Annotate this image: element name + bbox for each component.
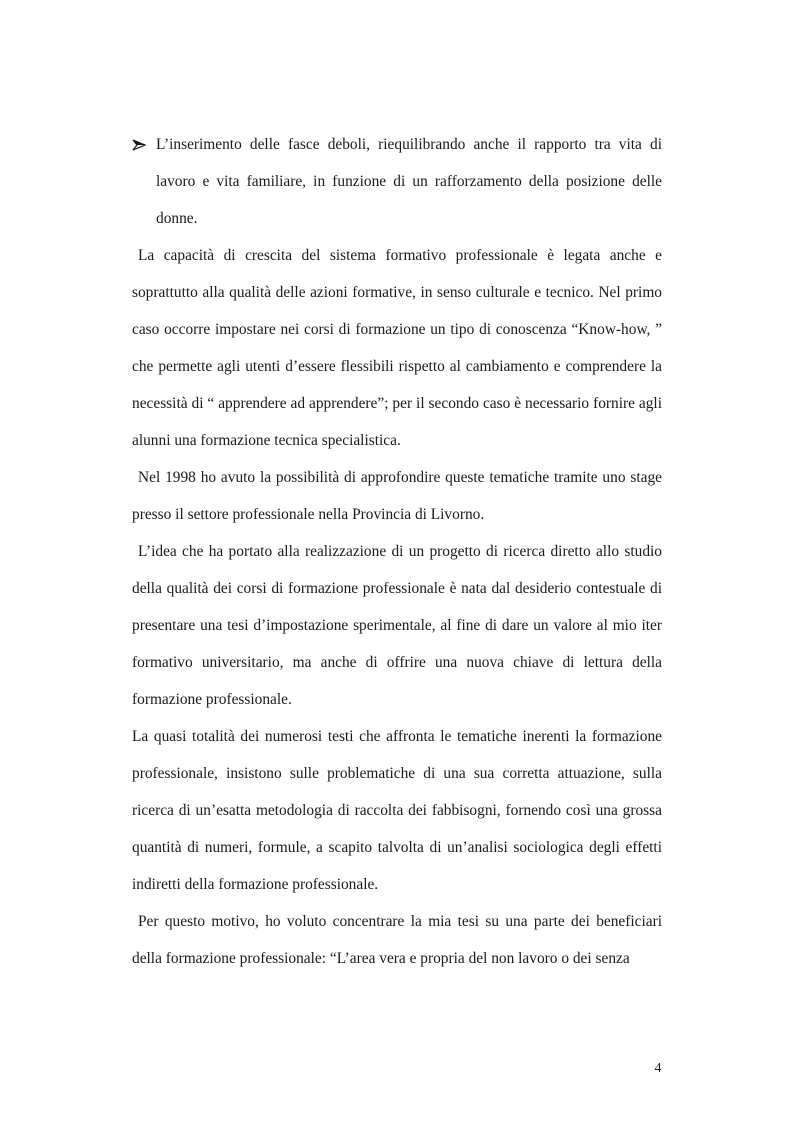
paragraph-stage-1998: Nel 1998 ho avuto la possibilità di approfondire queste tematiche tramite uno stage presso il settore professionale nella Provincia di Livorno. [132, 469, 662, 523]
page-number: 4 [654, 1061, 662, 1076]
bullet-item-text: L’inserimento delle fasce deboli, riequilibrando anche il rapporto tra vita di lavoro e vita familiare, in funzione di un rafforzamento della posizione delle donne. [156, 136, 662, 227]
paragraph-quality: La capacità di crescita del sistema formativo professionale è legata anche e soprattutto alla qualità delle azioni formative, in senso culturale e tecnico. Nel primo caso occorre impostare nei corsi di formazione un tipo di conoscenza “Know-how, ” che permette agli utenti d’essere flessibili rispetto al cambiamento e comprendere la necessità di “ apprendere ad apprendere”; per il secondo caso è necessario fornire agli alunni una formazione tecnica specialistica. [132, 247, 662, 449]
paragraph-research-idea: L’idea che ha portato alla realizzazione di un progetto di ricerca diretto allo studio della qualità dei corsi di formazione professionale è nata dal desiderio contestuale di presentare una tesi d’impostazione sperimentale, al fine di dare un valore al mio iter formativo universitario, ma anche di offrire una nuova chiave di lettura della formazione professionale. [132, 543, 662, 708]
bullet-item [132, 126, 662, 237]
arrowhead-bullet-icon [132, 126, 150, 163]
paragraph-literature: La quasi totalità dei numerosi testi che affronta le tematiche inerenti la formazione professionale, insistono sulle problematiche di una sua corretta attuazione, sulla ricerca di un’esatta metodologia di raccolta dei fabbisogni, fornendo così una grossa quantità di numeri, formule, a scapito talvolta di un’analisi sociologica degli effetti indiretti della formazione professionale. [132, 728, 662, 893]
paragraph-motivation: Per questo motivo, ho voluto concentrare la mia tesi su una parte dei beneficiari della formazione professionale: “L’area vera e propria del non lavoro o dei senza [132, 913, 662, 967]
document-body [132, 126, 662, 977]
